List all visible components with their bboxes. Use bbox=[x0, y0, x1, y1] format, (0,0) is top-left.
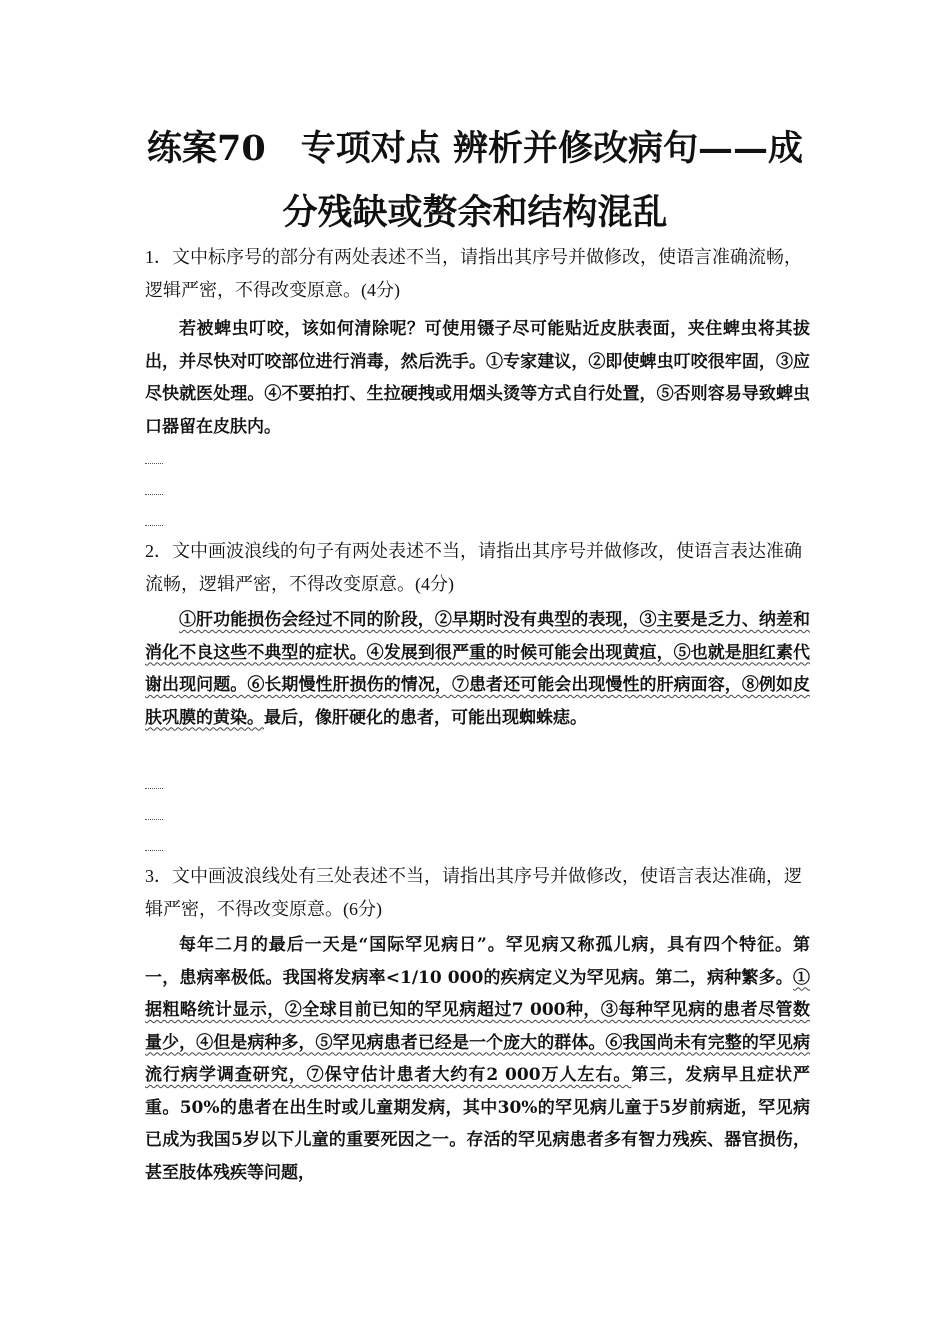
passage-text: 每年二月的最后一天是“国际罕见病日”。罕见病又称孤儿病，具有四个特征。第一，患病率极低。我国将发病率<1/10 000的疾病定义为罕见病。第二，病种繁多。 bbox=[145, 935, 810, 988]
passage-text: 第三，发病早且症状严重。50%的患者在出生时或儿童期发病，其中30%的罕见病儿童于5岁前病逝，罕见病已成为我国5岁以下儿童的重要死因之一。存活的罕见病患者多有智力残疾、器官损伤，甚至肢体残疾等问题， bbox=[145, 1065, 811, 1183]
answer-blank-line bbox=[145, 850, 163, 851]
question-3-prompt: 3．文中画波浪线处有三处表述不当，请指出其序号并做修改，使语言表达准确，逻辑严密，不得改变原意。(6分) bbox=[145, 866, 802, 919]
question-2-prompt: 2．文中画波浪线的句子有两处表述不当，请指出其序号并做修改，使语言表达准确流畅，逻辑严密，不得改变原意。(4分) bbox=[145, 541, 802, 594]
page-title-line1: 练案70 专项对点 辨析并修改病句——成 bbox=[147, 128, 803, 169]
question-2-passage bbox=[145, 604, 810, 734]
passage-text: 最后，像肝硬化的患者，可能出现蜘蛛痣。 bbox=[264, 707, 587, 728]
wavy-underlined-text: ①据粗略统计显示，②全球目前已知的罕见病超过7 000种，③每种罕见病的患者尽管数量少，④但是病种多，⑤罕见病患者已经是一个庞大的群体。⑥我国尚未有完整的罕见病流行病学调查研究，⑦保守估计患者大约有2 000万人左右。 bbox=[145, 967, 810, 1085]
answer-blank-line bbox=[145, 463, 163, 464]
question-3-passage bbox=[145, 929, 810, 1189]
answer-blank-line bbox=[145, 494, 163, 495]
answer-blank-line bbox=[145, 788, 163, 789]
answer-blank-line bbox=[145, 525, 163, 526]
question-1-passage: 若被蜱虫叮咬，该如何清除呢？可使用镊子尽可能贴近皮肤表面，夹住蜱虫将其拔出，并尽快对叮咬部位进行消毒，然后洗手。①专家建议，②即使蜱虫叮咬很牢固，③应尽快就医处理。④不要拍打、生拉硬拽或用烟头烫等方式自行处置，⑤否则容易导致蜱虫口器留在皮肤内。 bbox=[145, 319, 810, 437]
question-1-prompt: 1．文中标序号的部分有两处表述不当，请指出其序号并做修改，使语言准确流畅，逻辑严密，不得改变原意。(4分) bbox=[145, 247, 802, 300]
answer-blank-line bbox=[145, 819, 163, 820]
wavy-underlined-text: ①肝功能损伤会经过不同的阶段，②早期时没有典型的表现，③主要是乏力、纳差和消化不良这些不典型的症状。④发展到很严重的时候可能会出现黄疸，⑤也就是胆红素代谢出现问题。⑥长期慢性肝损伤的情况，⑦患者还可能会出现慢性的肝病面容，⑧例如皮肤巩膜的黄染。 bbox=[145, 610, 810, 728]
page-title-line2: 分残缺或赘余和结构混乱 bbox=[282, 192, 668, 233]
